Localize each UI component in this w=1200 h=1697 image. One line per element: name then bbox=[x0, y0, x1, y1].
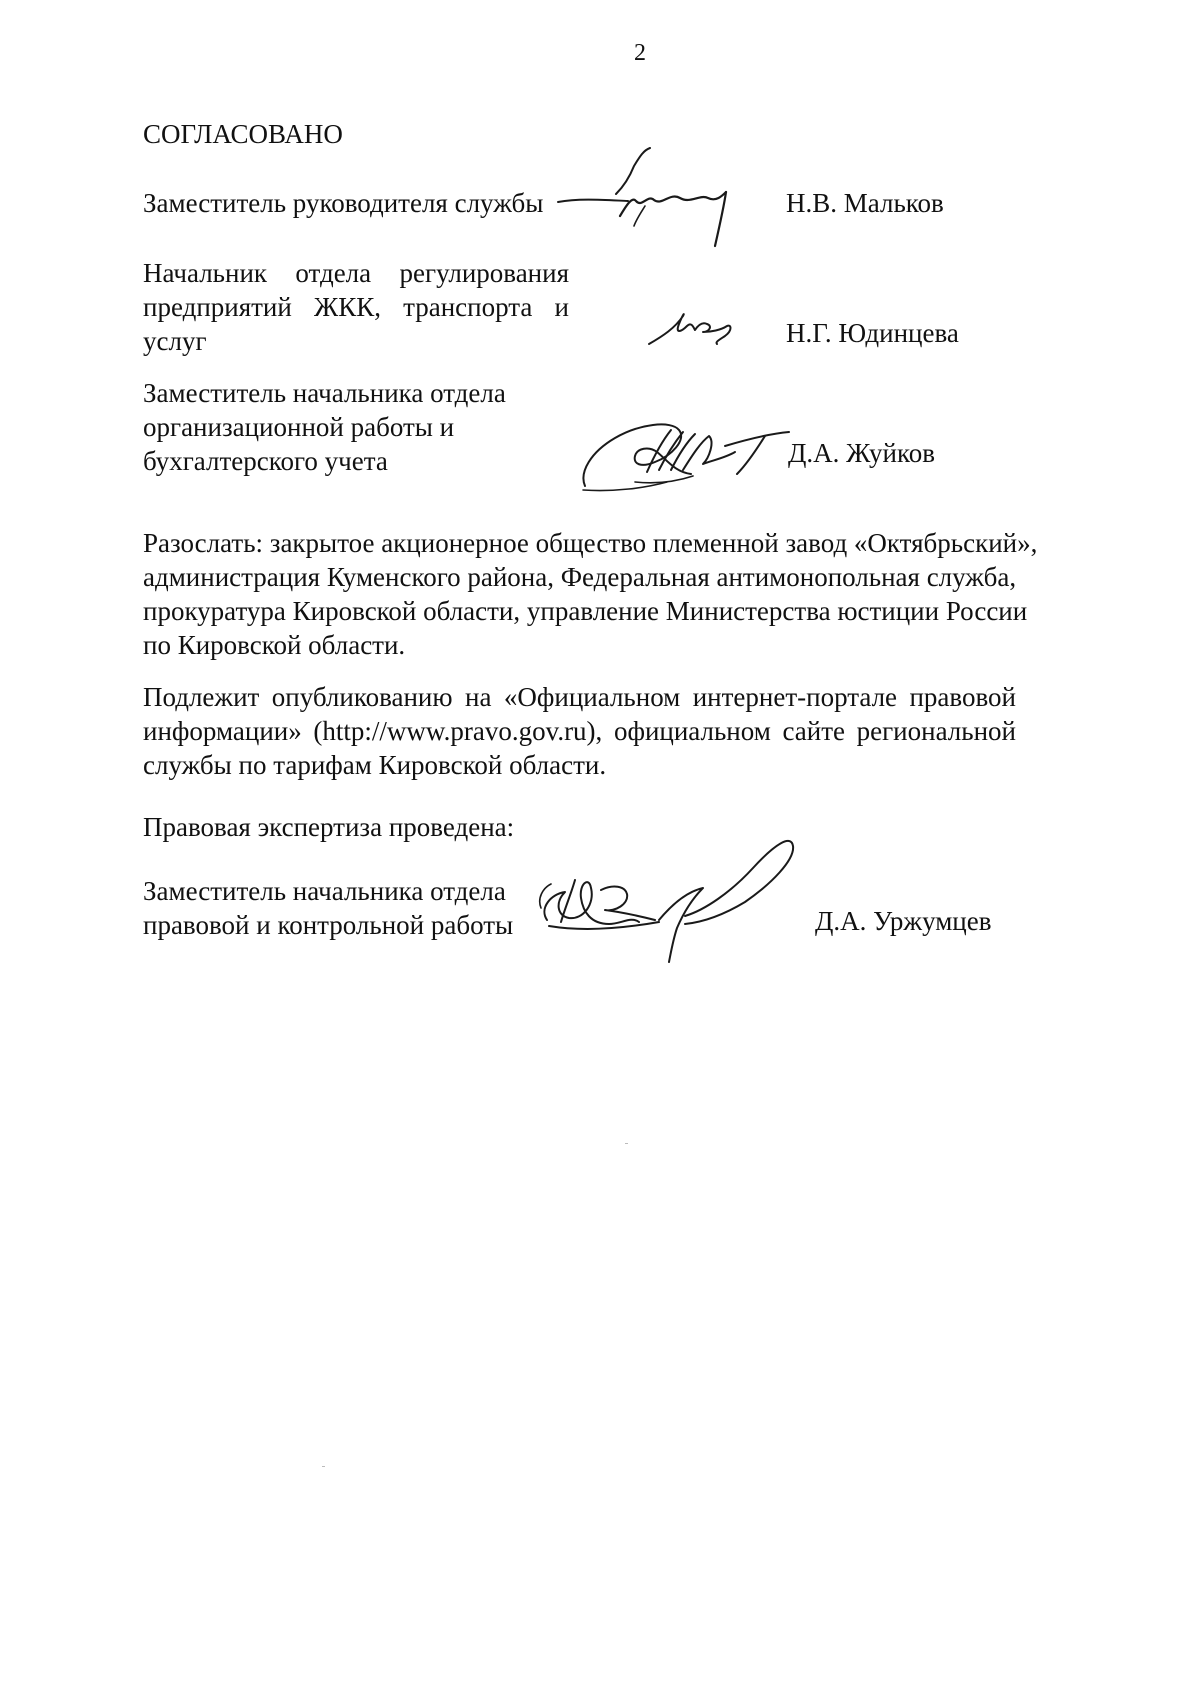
publication-line-2: информации» (http://www.pravo.gov.ru), официальном сайте региональной bbox=[143, 716, 1016, 746]
distribution-line-3: прокуратура Кировской области, управление Министерства юстиции России bbox=[143, 596, 1028, 626]
scan-speck bbox=[322, 1466, 325, 1467]
signature-4 bbox=[535, 828, 805, 968]
legal-review-heading: Правовая экспертиза проведена: bbox=[143, 812, 515, 842]
approver-2-position-line-2: предприятий ЖКК, транспорта и bbox=[143, 292, 569, 322]
distribution-line-1: Разослать: закрытое акционерное общество племенной завод «Октябрьский», bbox=[143, 528, 1038, 558]
legal-review-position bbox=[143, 874, 583, 942]
distribution-paragraph bbox=[143, 526, 1038, 662]
page-number: 2 bbox=[634, 40, 646, 66]
approver-2-position bbox=[143, 256, 569, 358]
legal-review-position-line-1: Заместитель начальника отдела bbox=[143, 876, 506, 906]
publication-paragraph bbox=[143, 680, 1016, 782]
legal-review-name: Д.А. Уржумцев bbox=[815, 906, 992, 936]
signature-3 bbox=[575, 412, 805, 494]
approver-2-position-line-1: Начальник отдела регулирования bbox=[143, 258, 569, 288]
distribution-line-4: по Кировской области. bbox=[143, 630, 406, 660]
approver-2-position-line-3: услуг bbox=[143, 326, 207, 356]
approver-3-position-line-3: бухгалтерского учета bbox=[143, 446, 388, 476]
approver-3-name: Д.А. Жуйков bbox=[788, 438, 935, 468]
approver-3-position-line-2: организационной работы и bbox=[143, 412, 455, 442]
legal-review-position-line-2: правовой и контрольной работы bbox=[143, 910, 514, 940]
approver-1-position: Заместитель руководителя службы bbox=[143, 188, 544, 218]
signature-2 bbox=[645, 302, 745, 352]
approver-3-position bbox=[143, 376, 583, 478]
approver-1-name: Н.В. Мальков bbox=[786, 188, 944, 218]
publication-line-3: службы по тарифам Кировской области. bbox=[143, 750, 607, 780]
approver-2-name: Н.Г. Юдинцева bbox=[786, 318, 959, 348]
approver-3-position-line-1: Заместитель начальника отдела bbox=[143, 378, 506, 408]
distribution-line-2: администрация Куменского района, Федеральная антимонопольная служба, bbox=[143, 562, 1017, 592]
publication-line-1: Подлежит опубликованию на «Официальном интернет-портале правовой bbox=[143, 682, 1016, 712]
scan-speck bbox=[625, 1143, 628, 1144]
approval-heading: СОГЛАСОВАНО bbox=[143, 119, 343, 149]
signature-1 bbox=[550, 146, 750, 256]
